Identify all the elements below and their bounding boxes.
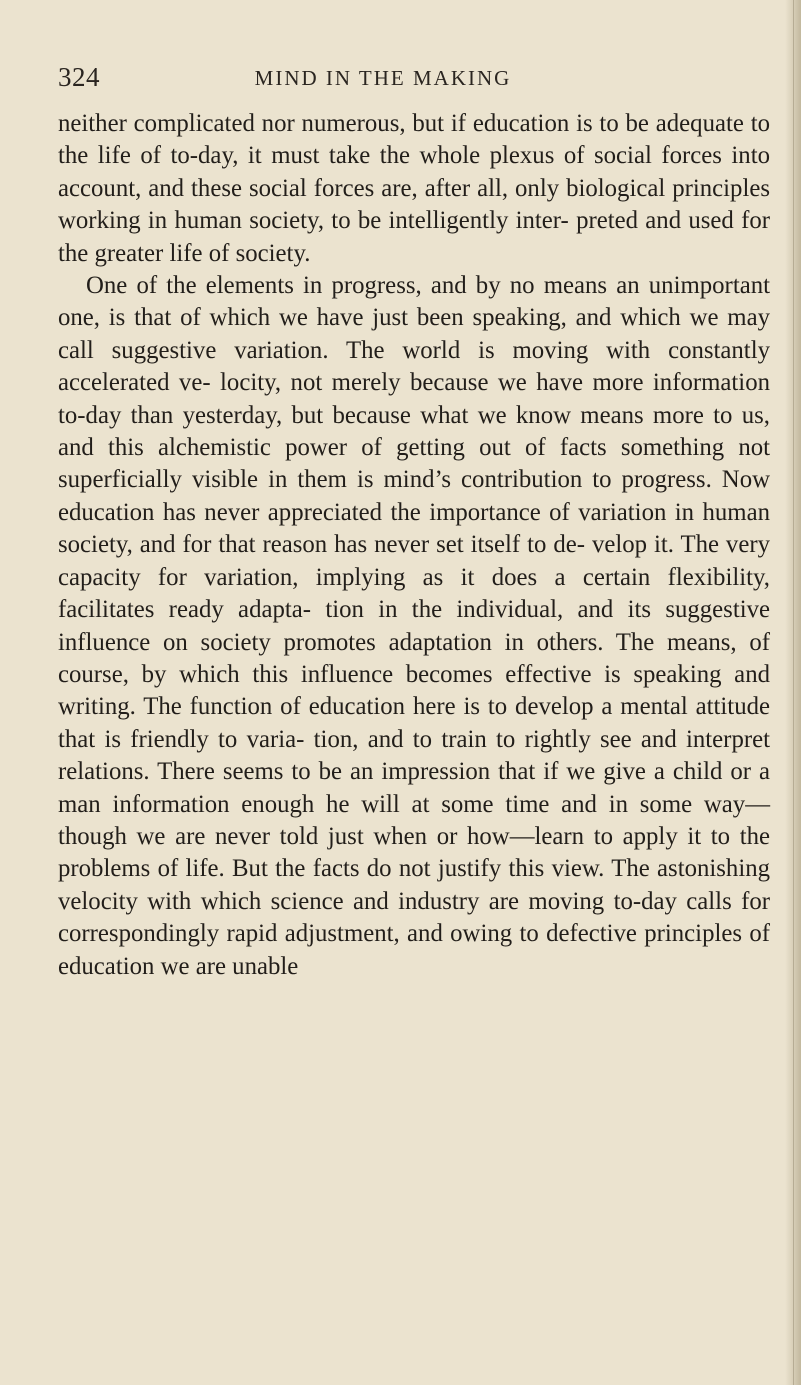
page-edge-line xyxy=(793,0,794,1385)
page-number: 324 xyxy=(58,62,100,92)
body-text xyxy=(58,108,770,983)
page-header xyxy=(58,62,708,102)
paragraph-1: neither complicated nor numerous, but if education is to be adequate to the life of to-day, it must take the whole plexus of social forces into account, and these social forces are, after all, only biological principles working in human society, to be intelligently inter- preted and used for the greater life of society. xyxy=(58,110,770,267)
running-head: MIND IN THE MAKING xyxy=(254,66,512,90)
paragraph-2: One of the elements in progress, and by no means an unimportant one, is that of which we have just been speaking, and which we may call suggestive variation. The world is moving with constantly accelerated ve- locity, not merely because we have more information to-day than yesterday, but because what we know means more to us, and this alchemistic power of getting out of facts something not superficially visible in them is mind’s contribution to progress. Now education has never appreciated the importance of variation in human society, and for that reason has never set itself to de- velop it. The very capacity for variation, implying as it does a certain flexibility, facilitates ready adapta- tion in the individual, and its suggestive influence on society promotes adaptation in others. The means, of course, by which this influence becomes effective is speaking and writing. The function of education here is to develop a mental attitude that is friendly to varia- tion, and to train to rightly see and interpret relations. There seems to be an impression that if we give a child or a man information enough he will at some time and in some way—though we are never told just when or how—learn to apply it to the problems of life. But the facts do not justify this view. The astonishing velocity with which science and industry are moving to-day calls for correspondingly rapid adjustment, and owing to defective principles of education we are unable xyxy=(58,272,770,980)
